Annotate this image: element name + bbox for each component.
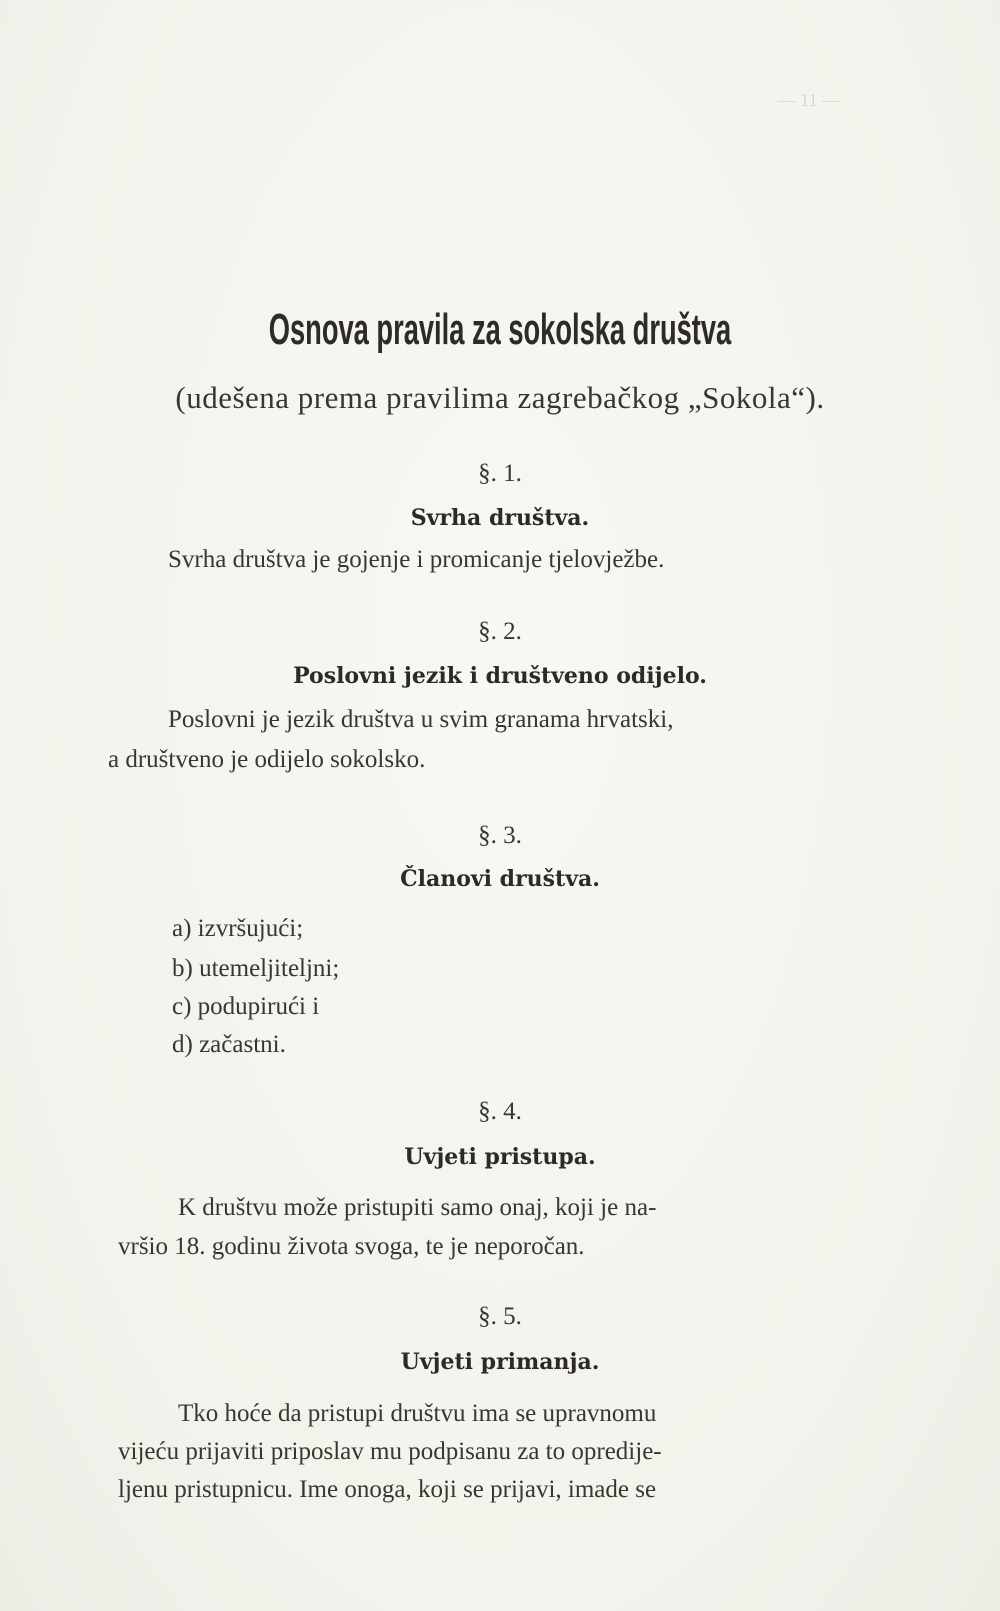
section-2-text-line-2: a društveno je odijelo sokolsko. [108,746,426,773]
member-type-item: b) utemeljiteljni; [172,955,340,982]
section-5-heading: Uvjeti primanja. [400,1349,600,1375]
section-2-text-line-1: Poslovni je jezik društva u svim granama hrvatski, [168,706,674,733]
section-4-heading: Uvjeti pristupa. [404,1144,596,1170]
section-3-heading: Članovi društva. [400,866,600,892]
section-5-number: §. 5. [478,1303,522,1330]
section-2-number: §. 2. [478,618,522,645]
document-title: Osnova pravila za sokolska društva [268,305,732,354]
section-4-text-line-2: vršio 18. godinu života svoga, te je neporočan. [118,1233,585,1260]
section-1-heading: Svrha društva. [410,505,590,531]
document-subtitle: (udešena prema pravilima zagrebačkog „Sokola“). [175,380,825,415]
section-4-number: §. 4. [478,1098,522,1125]
page-number: — 11 — [777,90,840,110]
member-type-item: d) začastni. [172,1031,286,1058]
section-2-heading: Poslovni jezik i društveno odijelo. [293,663,707,689]
member-type-item: c) podupirući i [172,993,320,1020]
section-5-text-line-2: vijeću prijaviti priposlav mu podpisanu za to opredije- [118,1438,662,1465]
section-3-number: §. 3. [478,822,522,849]
section-1-number: §. 1. [478,460,522,487]
section-4-text-line-1: K društvu može pristupiti samo onaj, koji je na- [178,1194,657,1221]
section-1-text: Svrha društva je gojenje i promicanje tjelovježbe. [168,546,665,573]
member-type-item: a) izvršujući; [172,915,304,942]
section-5-text-line-3: ljenu pristupnicu. Ime onoga, koji se prijavi, imade se [118,1476,657,1503]
section-5-text-line-1: Tko hoće da pristupi društvu ima se upravnomu [178,1400,657,1427]
